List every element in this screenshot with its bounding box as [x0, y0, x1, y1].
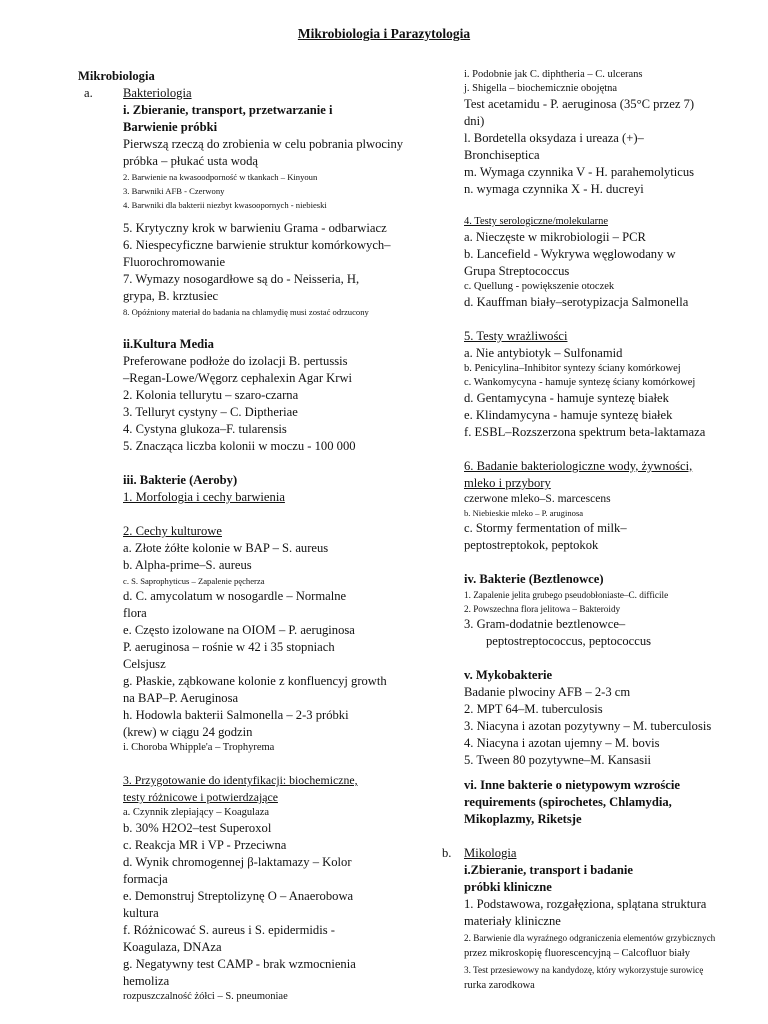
text-line: Celsjusz	[123, 657, 166, 671]
text-line: d. C. amycolatum w nosogardle – Normalne	[123, 589, 347, 603]
subsection-title: 1. Morfologia i cechy barwienia	[123, 490, 285, 504]
text-line: Bronchiseptica	[464, 148, 540, 162]
text-line: formacja	[123, 872, 168, 886]
section-b-i-title: próbki kliniczne	[464, 880, 552, 894]
section-iv-title: iv. Bakterie (Beztlenowce)	[464, 572, 604, 586]
small-line: j. Shigella – biochemicznie obojętna	[464, 83, 618, 94]
text-line: a. Złote żółte kolonie w BAP – S. aureus	[123, 541, 329, 555]
small-line: i. Choroba Whipple'a – Trophyrema	[123, 742, 275, 753]
small-line: i. Podobnie jak C. diphtheria – C. ulcerans	[464, 69, 643, 80]
text-line: peptostreptococcus, peptococcus	[486, 634, 652, 648]
text-line: e. Często izolowane na OIOM – P. aeruginosa	[123, 623, 355, 637]
small-line: rurka zarodkowa	[464, 980, 535, 991]
text-line: 6. Niespecyficzne barwienie struktur komórkowych–	[123, 238, 391, 252]
section-a-label: a.	[84, 86, 93, 100]
section-a-header	[78, 85, 448, 102]
text-line: m. Wymaga czynnika V - H. parahemolyticus	[464, 165, 695, 179]
section-a-title: Bakteriologia	[123, 86, 192, 100]
text-line: 4. Niacyna i azotan ujemny – M. bovis	[464, 736, 660, 750]
text-line: Fluorochromowanie	[123, 255, 226, 269]
section-vi-title: Mikoplazmy, Riketsje	[464, 812, 582, 826]
text-line: 3. Telluryt cystyny – C. Diptheriae	[123, 405, 298, 419]
text-line: f. ESBL–Rozszerzona spektrum beta-laktamaza	[464, 425, 706, 439]
subsection-title: 2. Cechy kulturowe	[123, 524, 222, 538]
small-line: c. S. Saprophyticus – Zapalenie pęcherza	[123, 576, 265, 586]
text-line: 2. Kolonia tellurytu – szaro-czarna	[123, 388, 299, 402]
small-line: 8. Opóźniony materiał do badania na chlamydię musi zostać odrzucony	[123, 307, 369, 317]
text-line: 3. Gram-dodatnie beztlenowce–	[464, 617, 626, 631]
small-line: 2. Barwienie na kwasoodporność w tkankach – Kinyoun	[123, 172, 318, 182]
left-column	[78, 68, 448, 1004]
text-line: l. Bordetella oksydaza i ureaza (+)–	[464, 131, 644, 145]
small-line: czerwone mleko–S. marcescens	[464, 493, 611, 505]
section-vi-title: requirements (spirochetes, Chlamydia,	[464, 795, 672, 809]
text-line: P. aeruginosa – rośnie w 42 i 35 stopniach	[123, 640, 335, 654]
text-line: 1. Podstawowa, rozgałęziona, splątana struktura	[464, 897, 707, 911]
text-line: 5. Znacząca liczba kolonii w moczu - 100 000	[123, 439, 356, 453]
subsection-title: 6. Badanie bakteriologiczne wody, żywności,	[464, 459, 693, 473]
subsection-title: testy różnicowe i potwierdzające	[123, 790, 278, 804]
text-line: c. Stormy fermentation of milk–	[464, 521, 627, 535]
text-line: e. Demonstruj Streptolizynę O – Anaerobowa	[123, 889, 354, 903]
text-line: d. Kauffman biały–serotypizacja Salmonella	[464, 295, 689, 309]
text-line: na BAP–P. Aeruginosa	[123, 691, 239, 705]
text-line: flora	[123, 606, 147, 620]
section-b-i-title: i.Zbieranie, transport i badanie	[464, 863, 633, 877]
text-line: Badanie plwociny AFB – 2-3 cm	[464, 685, 631, 699]
small-line: przez mikroskopię fluorescencyjną – Calcofluor biały	[464, 948, 690, 959]
subsection-title: 5. Testy wrażliwości	[464, 329, 568, 343]
text-line: 3. Niacyna i azotan pozytywny – M. tuberculosis	[464, 719, 712, 733]
bakteriologia-block	[78, 102, 448, 1004]
text-line: (krew) w ciągu 24 godzin	[123, 725, 253, 739]
small-line: c. Quellung - powiększenie otoczek	[464, 281, 615, 292]
text-line: hemoliza	[123, 974, 170, 988]
small-line: 2. Barwienie dla wyraźnego odgraniczenia elementów grzybicznych	[464, 933, 716, 943]
section-i-title: i. Zbieranie, transport, przetwarzanie i	[123, 103, 333, 117]
text-line: dni)	[464, 114, 485, 128]
text-line: d. Wynik chromogennej β-laktamazy – Kolor	[123, 855, 352, 869]
text-line: grypa, B. krztusiec	[123, 289, 219, 303]
text-line: h. Hodowla bakterii Salmonella – 2-3 próbki	[123, 708, 349, 722]
small-line: b. Niebieskie mleko – P. aruginosa	[464, 508, 584, 518]
text-line: a. Nie antybiotyk – Sulfonamid	[464, 346, 623, 360]
text-line: Test acetamidu - P. aeruginosa (35°C przez 7)	[464, 97, 695, 111]
text-line: Pierwszą rzeczą do zrobienia w celu pobrania plwociny	[123, 137, 404, 151]
text-line: 2. MPT 64–M. tuberculosis	[464, 702, 603, 716]
text-line: f. Różnicować S. aureus i S. epidermidis -	[123, 923, 335, 937]
text-line: 7. Wymazy nosogardłowe są do - Neisseria, H,	[123, 272, 360, 286]
small-line: a. Czynnik zlepiający – Koagulaza	[123, 807, 270, 818]
text-line: n. wymaga czynnika X - H. ducreyi	[464, 182, 644, 196]
text-line: g. Płaskie, ząbkowane kolonie z konfluencyj growth	[123, 674, 387, 688]
small-line: 3. Test przesiewowy na kandydozę, który wykorzystuje surowicę	[464, 965, 704, 975]
text-line: e. Klindamycyna - hamuje syntezę białek	[464, 408, 673, 422]
text-line: b. 30% H2O2–test Superoxol	[123, 821, 272, 835]
small-line: 1. Zapalenie jelita grubego pseudobłoniaste–C. difficile	[464, 590, 669, 600]
small-line: 4. Barwniki dla bakterii niezbyt kwasoopornych - niebieski	[123, 200, 327, 210]
text-line: próbka – płukać usta wodą	[123, 154, 258, 168]
text-line: c. Reakcja MR i VP - Przeciwna	[123, 838, 287, 852]
text-line: peptostreptokok, peptokok	[464, 538, 599, 552]
text-line: 4. Cystyna glukoza–F. tularensis	[123, 422, 287, 436]
section-vi-title: vi. Inne bakterie o nietypowym wzroście	[464, 778, 680, 792]
text-line: a. Nieczęste w mikrobiologii – PCR	[464, 230, 646, 244]
text-line: kultura	[123, 906, 159, 920]
text-line: –Regan-Lowe/Węgorz cephalexin Agar Krwi	[123, 371, 353, 385]
section-ii-title: ii.Kultura Media	[123, 337, 214, 351]
text-line: Koagulaza, DNAza	[123, 940, 222, 954]
mikrobiologia-heading: Mikrobiologia	[78, 69, 155, 83]
small-line: 2. Powszechna flora jelitowa – Bakteroidy	[464, 604, 621, 614]
text-line: g. Negatywny test CAMP - brak wzmocnienia	[123, 957, 356, 971]
small-line: 3. Barwniki AFB - Czerwony	[123, 186, 225, 196]
text-line: 5. Krytyczny krok w barwieniu Grama - odbarwiacz	[123, 221, 387, 235]
text-line: Preferowane podłoże do izolacji B. pertussis	[123, 354, 348, 368]
page-title: Mikrobiologia i Parazytologia	[297, 26, 471, 41]
section-i-title: Barwienie próbki	[123, 120, 218, 134]
section-b-title: Mikologia	[464, 846, 517, 860]
small-line: b. Penicylina–Inhibitor syntezy ściany komórkowej	[464, 363, 681, 374]
right-column	[442, 68, 764, 994]
small-line: rozpuszczalność żółci – S. pneumoniae	[123, 991, 288, 1002]
small-line: c. Wankomycyna - hamuje syntezę ściany komórkowej	[464, 377, 696, 388]
section-v-title: v. Mykobakterie	[464, 668, 553, 682]
text-line: 5. Tween 80 pozytywne–M. Kansasii	[464, 753, 652, 767]
section-b-header	[442, 845, 764, 862]
subsection-title: mleko i przybory	[464, 476, 551, 490]
subsection-title: 4. Testy serologiczne/molekularne	[464, 216, 608, 227]
text-line: b. Alpha-prime–S. aureus	[123, 558, 252, 572]
text-line: materiały kliniczne	[464, 914, 561, 928]
text-line: d. Gentamycyna - hamuje syntezę białek	[464, 391, 669, 405]
section-iii-title: iii. Bakterie (Aeroby)	[123, 473, 238, 487]
text-line: Grupa Streptococcus	[464, 264, 570, 278]
text-line: b. Lancefield - Wykrywa węglowodany w	[464, 247, 676, 261]
subsection-title: 3. Przygotowanie do identyfikacji: biochemiczne,	[123, 773, 358, 787]
section-b-label: b.	[442, 846, 452, 860]
